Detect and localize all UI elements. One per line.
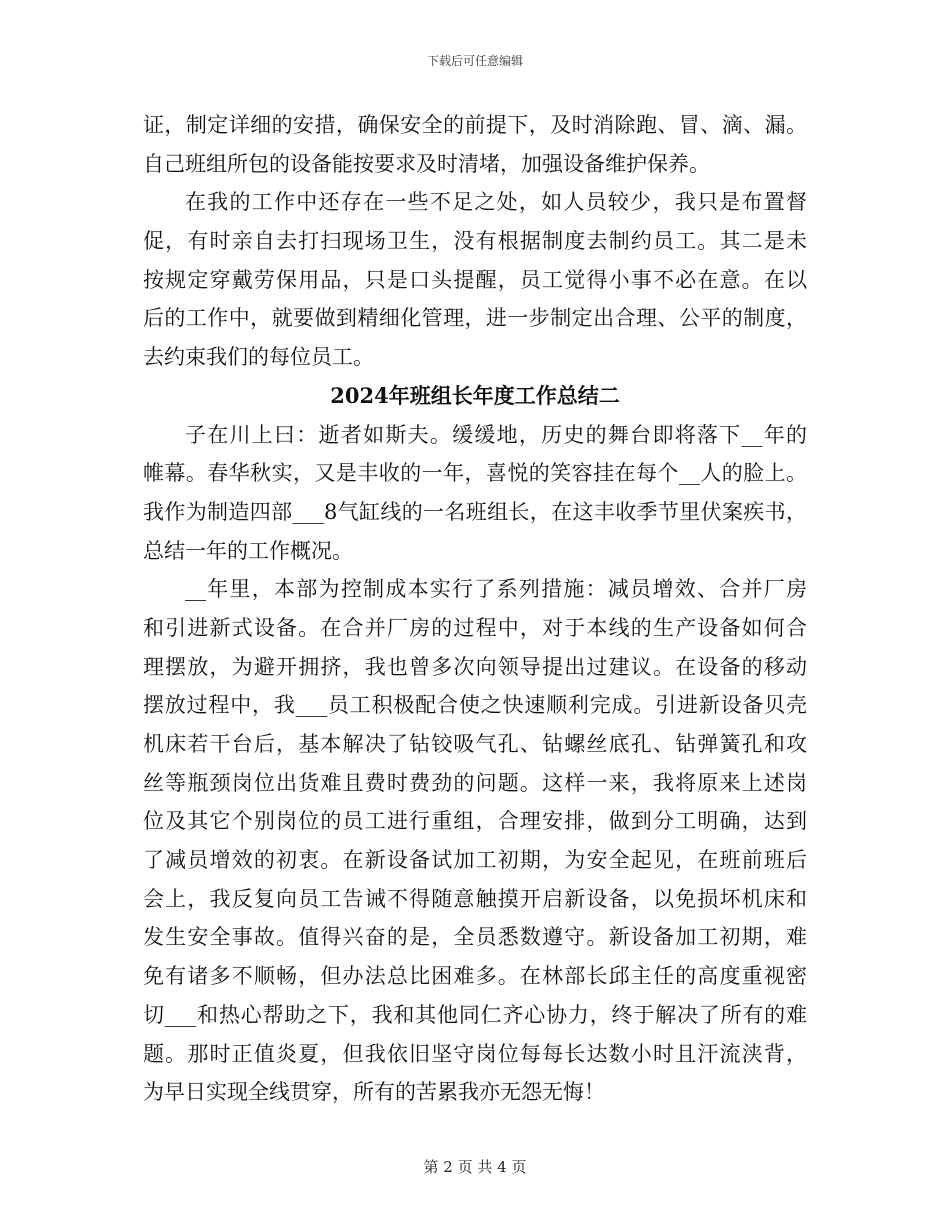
section-title: 2024年班组长年度工作总结二 <box>330 382 620 408</box>
paragraph-line: 摆放过程中，我___员工积极配合使之快速顺利完成。引进新设备贝壳 <box>143 693 807 718</box>
document-body <box>143 106 807 1112</box>
paragraph-line: 免有诸多不顺畅，但办法总比困难多。在林部长邱主任的高度重视密 <box>143 964 807 989</box>
paragraph-line: 位及其它个别岗位的员工进行重组，合理安排，做到分工明确，达到 <box>143 809 807 834</box>
paragraph-line: 去约束我们的每位员工。 <box>143 345 374 370</box>
paragraph-line: 切___和热心帮助之下，我和其他同仁齐心协力，终于解决了所有的难 <box>143 1002 807 1027</box>
paragraph-line: 理摆放，为避开拥挤，我也曾多次向领导提出过建议。在设备的移动 <box>143 654 807 679</box>
paragraph-line: 发生安全事故。值得兴奋的是，全员悉数遵守。新设备加工初期，难 <box>143 925 807 950</box>
paragraph-line: 了减员增效的初衷。在新设备试加工初期，为安全起见，在班前班后 <box>143 848 807 873</box>
paragraph-line: 帷幕。春华秋实，又是丰收的一年，喜悦的笑容挂在每个__人的脸上。 <box>143 461 807 486</box>
page-number: 第 2 页 共 4 页 <box>423 1158 527 1176</box>
paragraph-line: 我作为制造四部___8气缸线的一名班组长，在这丰收季节里伏案疾书， <box>143 499 807 524</box>
paragraph-line: 会上，我反复向员工告诫不得随意触摸开启新设备，以免损坏机床和 <box>143 886 807 911</box>
paragraph-line: 在我的工作中还存在一些不足之处，如人员较少，我只是布置督 <box>185 190 807 215</box>
paragraph-line: 自己班组所包的设备能按要求及时清堵，加强设备维护保养。 <box>143 151 710 176</box>
paragraph-line: 后的工作中，就要做到精细化管理，进一步制定出合理、公平的制度， <box>143 306 807 331</box>
paragraph-line: 为早日实现全线贯穿，所有的苦累我亦无怨无悔！ <box>143 1080 605 1105</box>
paragraph-line: 促，有时亲自去打扫现场卫生，没有根据制度去制约员工。其二是未 <box>143 229 807 254</box>
paragraph-line: 证，制定详细的安措，确保安全的前提下，及时消除跑、冒、滴、漏。 <box>143 113 807 137</box>
paragraph-line: 丝等瓶颈岗位出货难且费时费劲的问题。这样一来，我将原来上述岗 <box>143 770 807 795</box>
paragraph-line: __年里，本部为控制成本实行了系列措施：减员增效、合并厂房 <box>185 577 807 602</box>
paragraph-line: 题。那时正值炎夏，但我依旧坚守岗位每每长达数小时且汗流浃背， <box>143 1041 807 1066</box>
paragraph-line: 总结一年的工作概况。 <box>143 538 353 563</box>
paragraph-line: 按规定穿戴劳保用品，只是口头提醒，员工觉得小事不必在意。在以 <box>143 267 807 292</box>
page-header-note: 下载后可任意编辑 <box>426 54 523 68</box>
paragraph-line: 机床若干台后，基本解决了钻铰吸气孔、钻螺丝底孔、钻弹簧孔和攻 <box>143 732 807 756</box>
paragraph-line: 和引进新式设备。在合并厂房的过程中，对于本线的生产设备如何合 <box>143 615 807 640</box>
paragraph-line: 子在川上曰：逝者如斯夫。缓缓地，历史的舞台即将落下__年的 <box>185 422 807 447</box>
